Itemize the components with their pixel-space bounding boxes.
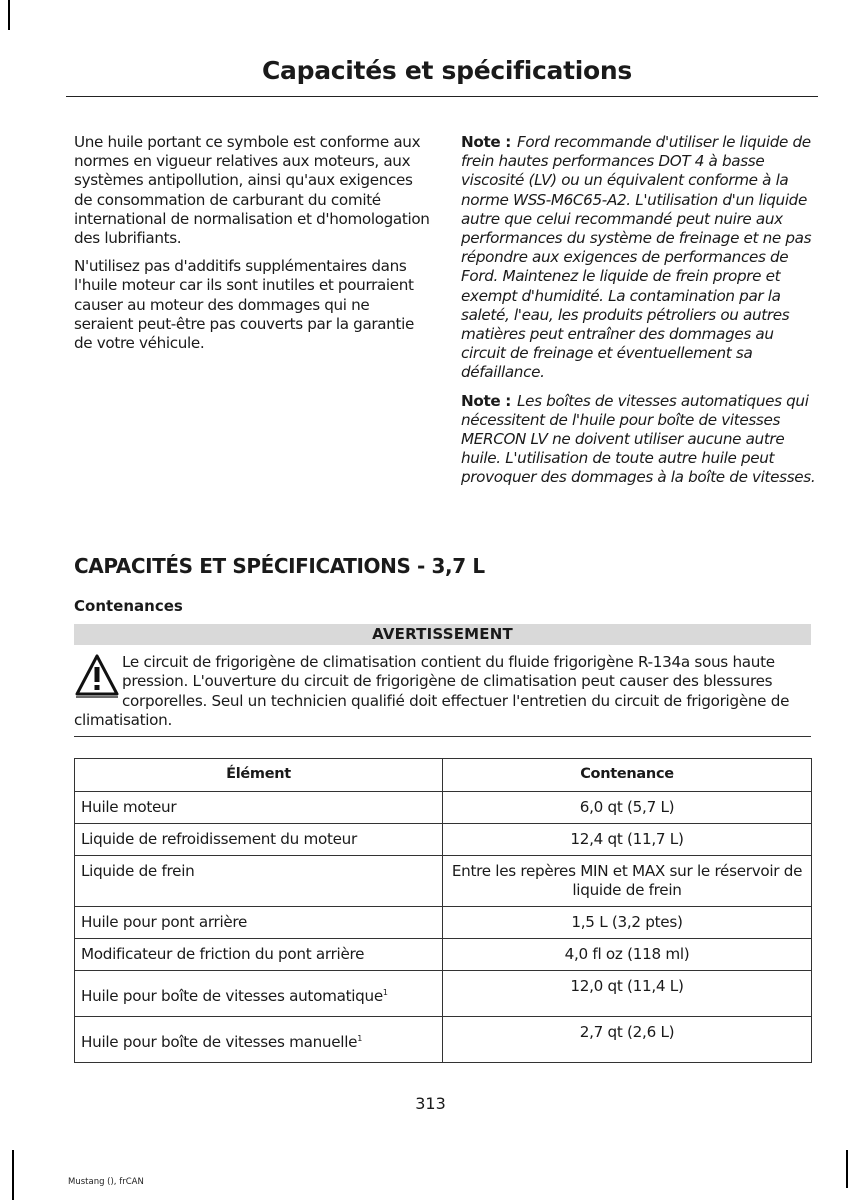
element-cell: Huile pour pont arrière (75, 907, 443, 939)
capacities-table (74, 758, 812, 1063)
note-label: Note : (461, 133, 511, 151)
column-header-capacity: Contenance (443, 759, 812, 792)
page-title: Capacités et spécifications (261, 56, 632, 85)
element-cell: Liquide de refroidissement du moteur (75, 824, 443, 856)
capacity-cell: 12,4 qt (11,7 L) (443, 824, 812, 856)
table-row (75, 971, 812, 1017)
note (461, 392, 819, 488)
capacity-cell: 12,0 qt (11,4 L) (443, 971, 812, 1017)
warning-text: Le circuit de frigorigène de climatisation contient du fluide frigorigène R-134a sous haute pression. L'ouverture du circuit de frigorigène de climatisation peut causer des blessures corporelles. Seul un technicien qualifié doit effectuer l'entretien du circuit de frigorigène de climatisation. (74, 653, 790, 730)
footnote-marker: 1 (357, 1034, 362, 1044)
capacity-cell: 6,0 qt (5,7 L) (443, 792, 812, 824)
table-row (75, 1017, 812, 1063)
note-text: Les boîtes de vitesses automatiques qui nécessitent de l'huile pour boîte de vitesses MERCON LV ne doivent utiliser aucune autre huile. L'utilisation de toute autre huile peut provoquer des dommages à la boîte de vitesses. (461, 391, 816, 487)
crop-mark (12, 1150, 14, 1200)
table-row (75, 792, 812, 824)
element-cell: Liquide de frein (75, 856, 443, 907)
table-row (75, 907, 812, 939)
note-label: Note : (461, 391, 511, 410)
element-cell (75, 971, 443, 1017)
element-label: Huile pour boîte de vitesses automatique (81, 987, 383, 1006)
column-header-element: Élément (75, 759, 443, 792)
warning-heading: AVERTISSEMENT (74, 624, 811, 645)
section-title: CAPACITÉS ET SPÉCIFICATIONS - 3,7 L (74, 554, 485, 578)
element-cell (75, 1017, 443, 1063)
left-column (74, 133, 430, 362)
table-header-row (75, 759, 812, 792)
footnote-marker: 1 (382, 988, 388, 997)
table-row (75, 824, 812, 856)
warning-divider (74, 736, 811, 737)
capacity-cell: 2,7 qt (2,6 L) (443, 1017, 812, 1063)
warning-body (74, 653, 811, 731)
table-row (75, 939, 812, 971)
capacity-cell: 1,5 L (3,2 ptes) (443, 907, 812, 939)
crop-mark (846, 1150, 848, 1188)
paragraph: N'utilisez pas d'additifs supplémentaires dans l'huile moteur car ils sont inutiles et pourraient causer au moteur des dommages qui ne seraient peut-être pas couverts par la garantie de votre véhicule. (74, 257, 414, 353)
footer-text: Mustang (), frCAN (68, 1177, 144, 1187)
warning-triangle-icon (74, 653, 120, 699)
page-number: 313 (415, 1094, 446, 1113)
note-text: Ford recommande d'utiliser le liquide de frein hautes performances DOT 4 à basse viscosité (LV) ou un équivalent conforme à la norme WSS-M6C65-A2. L'utilisation d'un liquide autre que celui recommandé peut nuire aux performances du système de freinage et ne pas répondre aux exigences de performances de Ford. Maintenez le liquide de frein propre et exempt d'humidité. La contamination par la saleté, l'eau, les produits pétroliers ou autres matières peut entraîner des dommages au circuit de freinage et éventuellement sa défaillance. (461, 133, 812, 382)
capacity-cell: 4,0 fl oz (118 ml) (443, 939, 812, 971)
element-cell: Huile moteur (75, 792, 443, 824)
capacity-cell: Entre les repères MIN et MAX sur le réservoir de liquide de frein (443, 856, 812, 907)
paragraph: Une huile portant ce symbole est conforme aux normes en vigueur relatives aux moteurs, aux systèmes antipollution, ainsi qu'aux exigences de consommation de carburant du comité international de normalisation et d'homologation des lubrifiants. (74, 133, 430, 248)
note (461, 133, 819, 383)
section-subtitle: Contenances (74, 597, 183, 615)
element-cell: Modificateur de friction du pont arrière (75, 939, 443, 971)
element-label: Huile pour boîte de vitesses manuelle (81, 1033, 358, 1052)
page-header (66, 52, 818, 97)
right-column (461, 133, 819, 497)
crop-mark (8, 0, 10, 30)
table-row (75, 856, 812, 907)
